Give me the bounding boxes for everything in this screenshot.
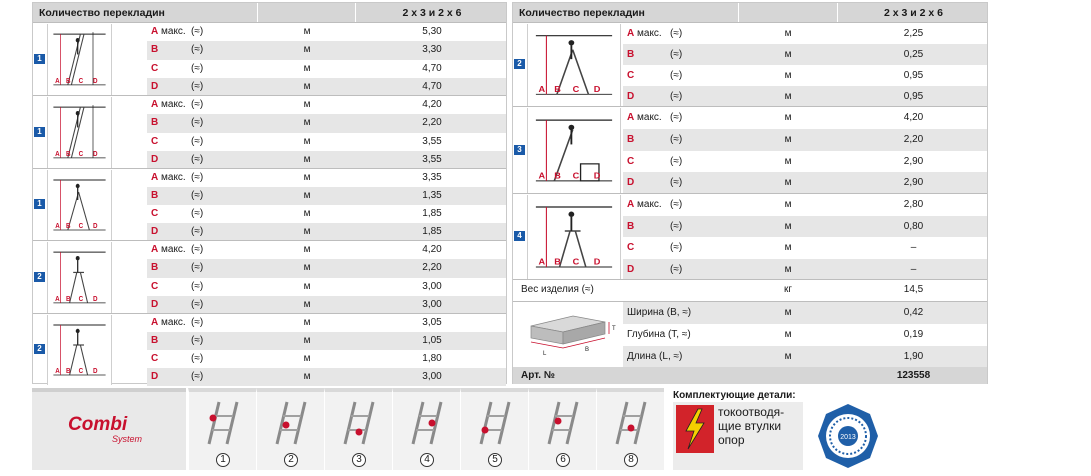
unit: м bbox=[303, 62, 311, 74]
svg-text:L: L bbox=[543, 351, 547, 357]
dim-unit: м bbox=[784, 351, 792, 362]
feature-illustration-icon bbox=[195, 398, 251, 448]
max-label: макс. bbox=[158, 244, 186, 255]
feature-tile bbox=[256, 388, 324, 470]
approx-sign: (≈) bbox=[191, 135, 204, 147]
ladder-config-figure bbox=[47, 170, 112, 240]
spec-row bbox=[147, 169, 506, 187]
unit: м bbox=[784, 242, 792, 253]
spec-row bbox=[147, 223, 506, 241]
approx-sign: (≈) bbox=[670, 220, 683, 232]
svg-text:B: B bbox=[66, 150, 71, 158]
dim-label: Глубина (T, ≈) bbox=[627, 329, 691, 340]
svg-text:D: D bbox=[93, 150, 98, 158]
unit: м bbox=[784, 263, 792, 275]
unit: м bbox=[303, 153, 311, 165]
svg-text:D: D bbox=[593, 256, 601, 267]
spec-row bbox=[147, 205, 506, 223]
unit: м bbox=[303, 335, 311, 346]
svg-text:C: C bbox=[572, 84, 580, 94]
value: 3,00 bbox=[422, 298, 442, 310]
value: 5,30 bbox=[422, 26, 442, 37]
dim-label: Длина (L, ≈) bbox=[627, 351, 683, 362]
dimension-letter: D bbox=[627, 263, 635, 275]
config-number-badge: 1 bbox=[34, 54, 45, 64]
value: 0,95 bbox=[903, 91, 924, 102]
approx-sign: (≈) bbox=[670, 49, 683, 60]
value: 4,20 bbox=[422, 244, 442, 255]
approx-sign: (≈) bbox=[670, 199, 683, 210]
ladder-config-figure bbox=[47, 24, 112, 95]
value: 1,80 bbox=[422, 353, 442, 364]
svg-text:C: C bbox=[78, 150, 84, 158]
lightning-icon bbox=[676, 405, 714, 453]
brand-logo bbox=[32, 388, 186, 470]
svg-text:C: C bbox=[78, 77, 84, 85]
svg-text:D: D bbox=[93, 295, 98, 303]
unit: м bbox=[303, 226, 311, 237]
feature-tile bbox=[324, 388, 392, 470]
dimension-letter: A bbox=[151, 26, 159, 37]
svg-text:A: A bbox=[55, 367, 60, 376]
dimensions-block bbox=[513, 301, 987, 367]
config-group bbox=[33, 240, 506, 313]
dimension-letter: D bbox=[151, 371, 159, 382]
header-label: Количество перекладин bbox=[39, 7, 165, 19]
value: 3,30 bbox=[422, 44, 442, 56]
unit: м bbox=[303, 117, 311, 129]
approx-sign: (≈) bbox=[191, 172, 204, 183]
svg-text:C: C bbox=[78, 295, 84, 303]
spec-row bbox=[147, 60, 506, 78]
unit: м bbox=[303, 353, 311, 364]
left-spec-table bbox=[32, 2, 507, 384]
ladder-config-figure bbox=[47, 97, 112, 168]
spec-row bbox=[147, 241, 506, 259]
spec-row bbox=[147, 368, 506, 386]
spec-row bbox=[623, 172, 987, 194]
value: 1,35 bbox=[422, 190, 442, 201]
feature-tile bbox=[596, 388, 664, 470]
config-group bbox=[513, 193, 987, 279]
weight-label: Вес изделия (≈) bbox=[521, 284, 594, 295]
feature-number: 5 bbox=[488, 453, 502, 467]
config-number-badge: 1 bbox=[34, 127, 45, 137]
feature-illustration-icon bbox=[263, 398, 319, 448]
approx-sign: (≈) bbox=[670, 263, 683, 275]
max-label: макс. bbox=[158, 317, 186, 328]
spec-row bbox=[147, 133, 506, 151]
unit: м bbox=[784, 91, 792, 102]
dimension-letter: A bbox=[627, 199, 635, 210]
dimension-letter: C bbox=[151, 353, 159, 364]
dimension-letter: D bbox=[151, 298, 159, 310]
spec-row bbox=[623, 107, 987, 129]
approx-sign: (≈) bbox=[191, 80, 204, 92]
approx-sign: (≈) bbox=[670, 91, 683, 102]
unit: м bbox=[303, 244, 311, 255]
value: 3,35 bbox=[422, 172, 442, 183]
spec-row bbox=[623, 259, 987, 281]
unit: м bbox=[303, 262, 311, 274]
spec-row bbox=[623, 237, 987, 259]
svg-text:A: A bbox=[55, 295, 60, 303]
spec-row bbox=[623, 194, 987, 216]
svg-text:B: B bbox=[66, 367, 71, 376]
unit: м bbox=[303, 26, 311, 37]
svg-text:C: C bbox=[78, 367, 84, 376]
svg-text:B: B bbox=[585, 347, 590, 353]
approx-sign: (≈) bbox=[191, 335, 204, 346]
approx-sign: (≈) bbox=[191, 226, 204, 237]
unit: м bbox=[784, 112, 792, 123]
spec-row bbox=[147, 314, 506, 332]
unit: м bbox=[303, 280, 311, 292]
svg-text:A: A bbox=[538, 256, 546, 267]
value: 2,25 bbox=[903, 28, 924, 39]
header-value: 2 x 3 и 2 x 6 bbox=[402, 7, 462, 19]
weight-unit: кг bbox=[783, 284, 793, 295]
dimension-letter: B bbox=[627, 133, 635, 145]
config-group bbox=[33, 95, 506, 168]
brand-sub: System bbox=[112, 434, 143, 444]
feature-number: 4 bbox=[420, 453, 434, 467]
spec-row bbox=[623, 129, 987, 151]
unit: м bbox=[784, 28, 792, 39]
dim-value: 0,19 bbox=[903, 329, 924, 340]
svg-text:D: D bbox=[593, 84, 601, 94]
feature-tile bbox=[188, 388, 256, 470]
approx-sign: (≈) bbox=[191, 371, 204, 382]
svg-text:A: A bbox=[538, 170, 546, 181]
ladder-config-figure bbox=[47, 315, 112, 385]
accessories-box bbox=[673, 402, 803, 470]
unit: м bbox=[784, 199, 792, 210]
dimension-letter: B bbox=[151, 190, 159, 201]
max-label: макс. bbox=[634, 28, 662, 39]
config-number-badge: 4 bbox=[514, 231, 525, 241]
svg-text:B: B bbox=[554, 170, 561, 181]
max-label: макс. bbox=[634, 112, 662, 123]
config-group bbox=[33, 22, 506, 95]
svg-text:T: T bbox=[612, 326, 616, 332]
spec-row bbox=[623, 44, 987, 65]
max-label: макс. bbox=[158, 172, 186, 183]
dimension-letter: B bbox=[627, 220, 635, 232]
value: 2,90 bbox=[903, 155, 924, 167]
value: 0,80 bbox=[903, 220, 924, 232]
spec-row bbox=[147, 187, 506, 205]
weight-row bbox=[513, 279, 987, 299]
approx-sign: (≈) bbox=[191, 190, 204, 201]
table-header bbox=[33, 3, 506, 22]
unit: м bbox=[303, 317, 311, 328]
ladder-config-figure bbox=[47, 242, 112, 313]
header-label: Количество перекладин bbox=[519, 7, 645, 19]
unit: м bbox=[784, 70, 792, 81]
accessories-title: Комплектующие детали: bbox=[673, 390, 796, 401]
dimension-letter: A bbox=[627, 112, 635, 123]
feature-illustration-icon bbox=[331, 398, 387, 448]
unit: м bbox=[784, 133, 792, 145]
dim-value: 1,90 bbox=[903, 351, 924, 362]
dimension-letter: A bbox=[151, 244, 159, 255]
svg-text:B: B bbox=[554, 84, 561, 94]
config-number-badge: 1 bbox=[34, 199, 45, 209]
unit: м bbox=[303, 44, 311, 56]
value: 2,90 bbox=[903, 177, 924, 189]
approx-sign: (≈) bbox=[191, 298, 204, 310]
value: 3,55 bbox=[422, 135, 442, 147]
approx-sign: (≈) bbox=[670, 112, 683, 123]
dimension-letter: D bbox=[627, 177, 635, 189]
dimension-letter: B bbox=[151, 335, 159, 346]
unit: м bbox=[784, 49, 792, 60]
brand-name: Combi bbox=[68, 414, 128, 435]
approx-sign: (≈) bbox=[670, 70, 683, 81]
value: 2,20 bbox=[422, 117, 442, 129]
value: 4,70 bbox=[422, 80, 442, 92]
length-row bbox=[623, 346, 987, 368]
config-number-badge: 2 bbox=[34, 272, 45, 282]
max-label: макс. bbox=[158, 99, 186, 110]
article-number: 123558 bbox=[896, 370, 931, 381]
table-header bbox=[513, 3, 987, 22]
approx-sign: (≈) bbox=[670, 28, 683, 39]
unit: м bbox=[303, 190, 311, 201]
feature-number: 2 bbox=[284, 453, 298, 467]
ladder-config-figure bbox=[527, 24, 621, 106]
svg-text:C: C bbox=[78, 222, 84, 231]
spec-row bbox=[147, 23, 506, 41]
dimension-letter: A bbox=[627, 28, 635, 39]
dimension-letter: C bbox=[151, 135, 159, 147]
header-value: 2 x 3 и 2 x 6 bbox=[884, 7, 943, 19]
unit: м bbox=[303, 135, 311, 147]
spec-row bbox=[623, 23, 987, 44]
approx-sign: (≈) bbox=[191, 208, 204, 219]
package-box-figure bbox=[513, 302, 623, 368]
value: 4,20 bbox=[903, 112, 924, 123]
dimension-letter: D bbox=[151, 153, 159, 165]
svg-text:A: A bbox=[55, 222, 60, 231]
approx-sign: (≈) bbox=[191, 26, 204, 37]
value: 1,85 bbox=[422, 226, 442, 237]
dimension-letter: D bbox=[151, 226, 159, 237]
dimension-letter: C bbox=[151, 280, 159, 292]
width-row bbox=[623, 302, 987, 324]
feature-illustration-icon bbox=[399, 398, 455, 448]
spec-row bbox=[147, 350, 506, 368]
config-group bbox=[33, 168, 506, 240]
spec-row bbox=[147, 151, 506, 169]
config-number-badge: 2 bbox=[34, 344, 45, 354]
approx-sign: (≈) bbox=[670, 242, 683, 253]
value: 0,25 bbox=[903, 49, 924, 60]
dimension-letter: C bbox=[151, 208, 159, 219]
dim-unit: м bbox=[784, 307, 792, 318]
value: 2,20 bbox=[903, 133, 924, 145]
article-row bbox=[513, 367, 987, 384]
value: 3,00 bbox=[422, 371, 442, 382]
feature-tile bbox=[460, 388, 528, 470]
unit: м bbox=[784, 155, 792, 167]
approx-sign: (≈) bbox=[670, 177, 683, 189]
spec-row bbox=[623, 216, 987, 238]
value: 2,20 bbox=[422, 262, 442, 274]
dim-label: Ширина (B, ≈) bbox=[627, 307, 692, 318]
weight-value: 14,5 bbox=[903, 284, 924, 295]
unit: м bbox=[303, 298, 311, 310]
spec-row bbox=[623, 86, 987, 107]
svg-text:D: D bbox=[93, 77, 98, 85]
feature-illustration-icon bbox=[535, 398, 591, 448]
svg-text:B: B bbox=[66, 295, 71, 303]
value: – bbox=[910, 242, 917, 253]
approx-sign: (≈) bbox=[191, 280, 204, 292]
unit: м bbox=[303, 80, 311, 92]
value: 0,95 bbox=[903, 70, 924, 81]
svg-text:A: A bbox=[55, 77, 60, 85]
svg-text:D: D bbox=[93, 222, 98, 231]
approx-sign: (≈) bbox=[191, 153, 204, 165]
config-group bbox=[513, 106, 987, 193]
spec-row bbox=[147, 296, 506, 314]
dimension-letter: D bbox=[151, 80, 159, 92]
dimension-letter: B bbox=[627, 49, 635, 60]
unit: м bbox=[784, 220, 792, 232]
unit: м bbox=[303, 172, 311, 183]
spec-row bbox=[147, 78, 506, 96]
feature-illustration-icon bbox=[467, 398, 523, 448]
value: 2,80 bbox=[903, 199, 924, 210]
svg-text:B: B bbox=[554, 256, 561, 267]
value: 4,20 bbox=[422, 99, 442, 110]
approx-sign: (≈) bbox=[191, 244, 204, 255]
value: 3,05 bbox=[422, 317, 442, 328]
feature-number: 3 bbox=[352, 453, 366, 467]
feature-number: 1 bbox=[216, 453, 230, 467]
max-label: макс. bbox=[634, 199, 662, 210]
ladder-config-figure bbox=[527, 108, 621, 193]
svg-text:B: B bbox=[66, 77, 71, 85]
dimension-letter: B bbox=[151, 117, 159, 129]
article-label: Арт. № bbox=[521, 370, 555, 381]
approx-sign: (≈) bbox=[670, 155, 683, 167]
right-spec-table bbox=[512, 2, 988, 384]
dimension-letter: A bbox=[151, 172, 159, 183]
approx-sign: (≈) bbox=[191, 262, 204, 274]
dimension-letter: C bbox=[627, 70, 635, 81]
cert-year: 2013 bbox=[840, 434, 856, 441]
dimension-letter: C bbox=[151, 62, 159, 74]
approx-sign: (≈) bbox=[191, 317, 204, 328]
spec-row bbox=[147, 259, 506, 277]
value: 1,05 bbox=[422, 335, 442, 346]
dim-value: 0,42 bbox=[903, 307, 924, 318]
config-group bbox=[33, 313, 506, 385]
max-label: макс. bbox=[158, 26, 186, 37]
dimension-letter: D bbox=[627, 91, 635, 102]
accessories-text: токоотводя- щие втулки опор bbox=[718, 405, 785, 447]
svg-text:D: D bbox=[593, 170, 601, 181]
approx-sign: (≈) bbox=[191, 353, 204, 364]
unit: м bbox=[303, 99, 311, 110]
features-strip bbox=[32, 388, 668, 470]
feature-tile bbox=[392, 388, 460, 470]
svg-text:C: C bbox=[572, 170, 580, 181]
approx-sign: (≈) bbox=[191, 62, 204, 74]
config-number-badge: 2 bbox=[514, 59, 525, 69]
dimension-letter: A bbox=[151, 317, 159, 328]
spec-row bbox=[147, 41, 506, 59]
svg-text:B: B bbox=[66, 222, 71, 231]
spec-row bbox=[623, 151, 987, 173]
value: 4,70 bbox=[422, 62, 442, 74]
approx-sign: (≈) bbox=[670, 133, 683, 145]
svg-text:A: A bbox=[55, 150, 60, 158]
approx-sign: (≈) bbox=[191, 44, 204, 56]
unit: м bbox=[303, 371, 311, 382]
value: – bbox=[910, 263, 917, 275]
config-group bbox=[513, 22, 987, 106]
approx-sign: (≈) bbox=[191, 117, 204, 129]
value: 1,85 bbox=[422, 208, 442, 219]
dimension-letter: C bbox=[627, 155, 635, 167]
dimension-letter: B bbox=[151, 262, 159, 274]
value: 3,00 bbox=[422, 280, 442, 292]
approx-sign: (≈) bbox=[191, 99, 204, 110]
spec-row bbox=[147, 96, 506, 114]
dimension-letter: C bbox=[627, 242, 635, 253]
unit: м bbox=[303, 208, 311, 219]
feature-illustration-icon bbox=[603, 398, 659, 448]
unit: м bbox=[784, 177, 792, 189]
certificate-seal-icon bbox=[808, 402, 888, 470]
svg-text:A: A bbox=[538, 84, 546, 94]
ladder-config-figure bbox=[527, 195, 621, 279]
feature-tile bbox=[528, 388, 596, 470]
depth-row bbox=[623, 324, 987, 346]
feature-number: 6 bbox=[556, 453, 570, 467]
dimension-letter: B bbox=[151, 44, 159, 56]
spec-row bbox=[147, 114, 506, 132]
spec-row bbox=[147, 332, 506, 350]
feature-number: 8 bbox=[624, 453, 638, 467]
config-number-badge: 3 bbox=[514, 145, 525, 155]
dimension-letter: A bbox=[151, 99, 159, 110]
dim-unit: м bbox=[784, 329, 792, 340]
svg-text:C: C bbox=[572, 256, 580, 267]
spec-row bbox=[623, 65, 987, 86]
spec-row bbox=[147, 278, 506, 296]
svg-text:D: D bbox=[93, 367, 98, 376]
value: 3,55 bbox=[422, 153, 442, 165]
